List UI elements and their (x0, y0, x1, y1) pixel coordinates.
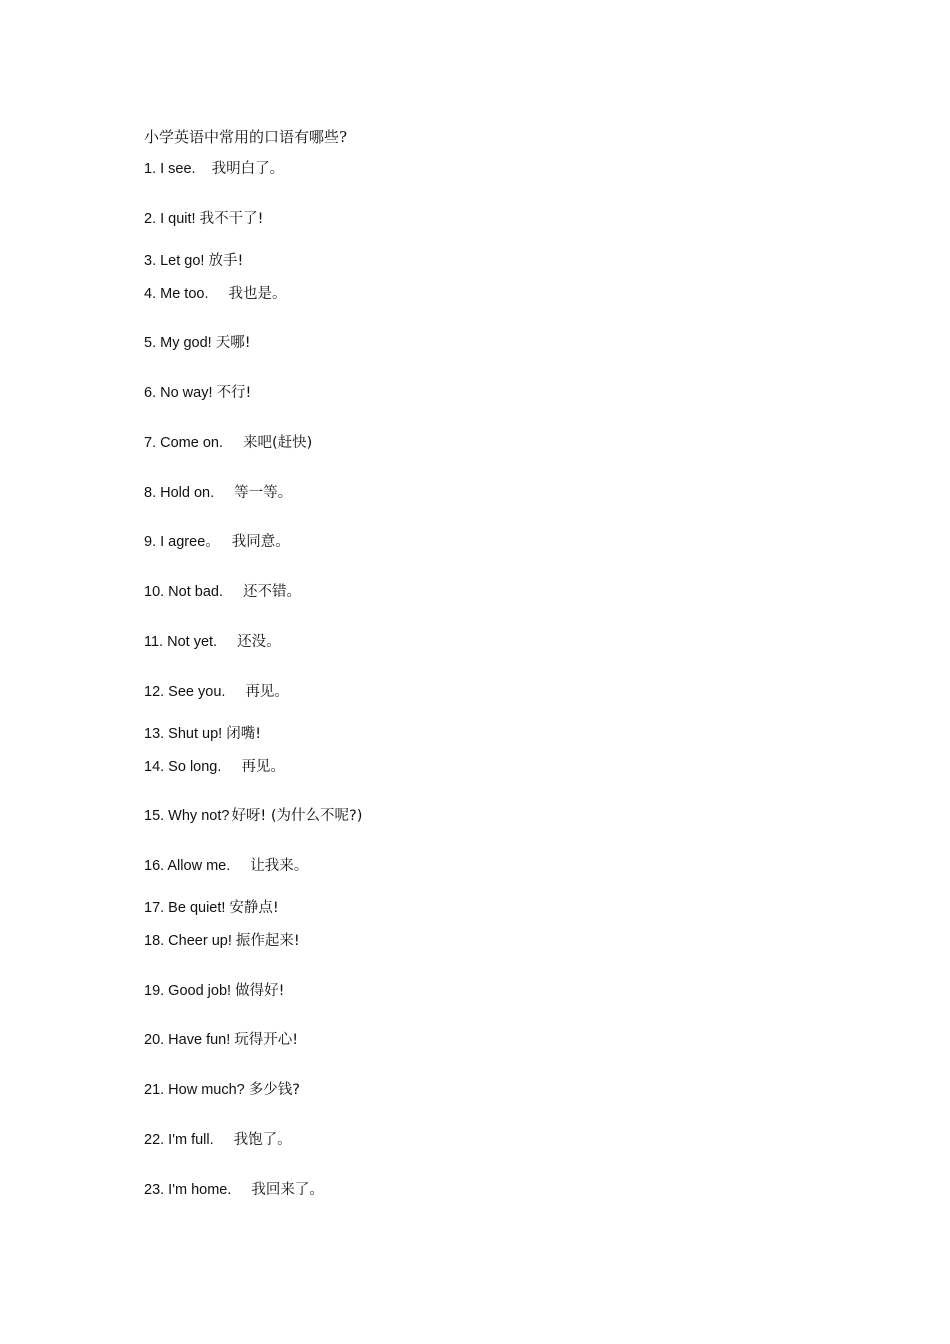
phrase-english: 3. Let go! (144, 253, 205, 269)
phrase-chinese: 还不错。 (243, 584, 301, 600)
phrase-chinese: 我明白了。 (211, 161, 285, 177)
phrase-chinese: 闭嘴! (226, 726, 262, 742)
phrase-line (144, 333, 251, 353)
phrase-line (144, 159, 284, 179)
phrase-english: 16. Allow me. (144, 858, 231, 874)
phrase-chinese: 我也是。 (228, 286, 287, 302)
phrase-line (144, 209, 263, 229)
phrase-chinese: 我不干了! (199, 211, 264, 227)
phrase-line (144, 724, 261, 744)
phrase-english: 10. Not bad. (144, 584, 223, 600)
phrase-chinese: 振作起来! (235, 933, 300, 949)
phrase-chinese: 天哪! (215, 335, 251, 351)
phrase-chinese: 等一等。 (234, 485, 293, 501)
phrase-english: 9. I agree。 (144, 534, 220, 550)
phrase-english: 20. Have fun! (144, 1032, 231, 1048)
phrase-line (144, 532, 290, 552)
phrase-line (144, 931, 300, 951)
phrase-line (144, 284, 286, 304)
document-title: 小学英语中常用的口语有哪些? (144, 128, 348, 146)
phrase-chinese: 多少钱? (248, 1082, 300, 1098)
phrase-line (144, 806, 362, 826)
phrase-english: 13. Shut up! (144, 726, 223, 742)
phrase-english: 2. I quit! (144, 211, 196, 227)
phrase-line (144, 383, 251, 403)
phrase-chinese: 好呀! (为什么不呢?) (231, 808, 363, 824)
phrase-chinese: 再见。 (245, 684, 289, 700)
phrase-chinese: 我同意。 (231, 534, 290, 550)
phrase-chinese: 放手! (208, 253, 244, 269)
phrase-line (144, 1030, 298, 1050)
phrase-english: 15. Why not? (144, 808, 230, 824)
phrase-chinese: 再见。 (241, 759, 285, 775)
phrase-english: 11. Not yet. (144, 634, 218, 650)
phrase-english: 8. Hold on. (144, 485, 215, 501)
phrase-english: 23. I'm home. (144, 1182, 232, 1198)
phrase-line (144, 582, 301, 602)
phrase-english: 14. So long. (144, 759, 222, 775)
phrase-english: 1. I see. (144, 161, 196, 177)
phrase-line (144, 1180, 324, 1200)
phrase-english: 18. Cheer up! (144, 933, 232, 949)
phrase-chinese: 安静点! (229, 900, 279, 916)
phrase-english: 22. I'm full. (144, 1132, 214, 1148)
phrase-english: 21. How much? (144, 1082, 245, 1098)
phrase-line (144, 433, 312, 453)
phrase-english: 4. Me too. (144, 286, 209, 302)
phrase-line (144, 898, 279, 918)
phrase-line (144, 483, 292, 503)
phrase-english: 7. Come on. (144, 435, 223, 451)
phrase-chinese: 做得好! (235, 983, 285, 999)
phrase-line (144, 632, 281, 652)
phrase-chinese: 不行! (216, 385, 252, 401)
phrase-chinese: 来吧(赶快) (243, 435, 313, 451)
phrase-chinese: 玩得开心! (234, 1032, 299, 1048)
phrase-line (144, 1130, 292, 1150)
phrase-line (144, 1080, 300, 1100)
phrase-chinese: 让我来。 (250, 858, 309, 874)
phrase-chinese: 还没。 (237, 634, 281, 650)
phrase-english: 12. See you. (144, 684, 226, 700)
phrase-line (144, 856, 308, 876)
phrase-line (144, 251, 243, 271)
phrase-english: 5. My god! (144, 335, 212, 351)
phrase-english: 19. Good job! (144, 983, 232, 999)
phrase-english: 6. No way! (144, 385, 213, 401)
phrase-line (144, 981, 284, 1001)
phrase-chinese: 我饱了。 (233, 1132, 292, 1148)
phrase-line (144, 757, 285, 777)
phrase-line (144, 682, 289, 702)
phrase-chinese: 我回来了。 (251, 1182, 324, 1198)
phrase-english: 17. Be quiet! (144, 900, 226, 916)
